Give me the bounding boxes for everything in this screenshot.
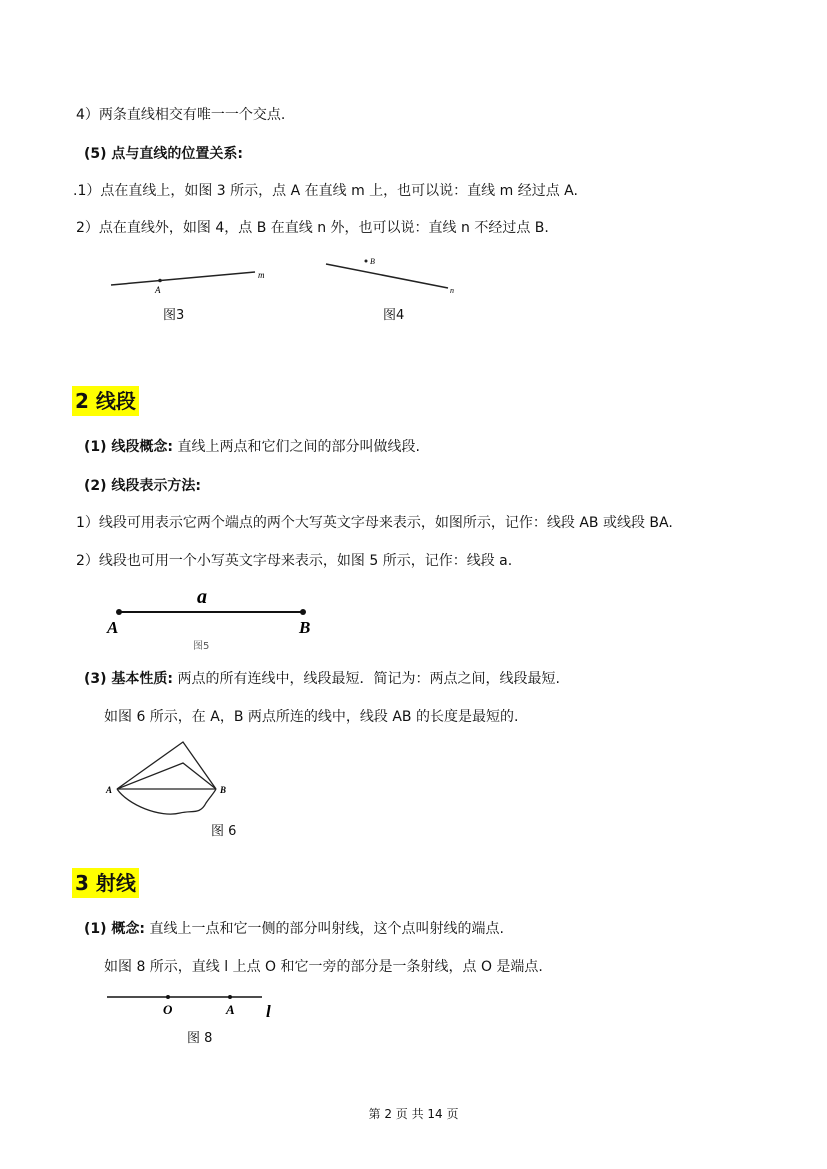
- figure-3-point-label: A: [155, 285, 161, 295]
- figure-3-line-label: m: [258, 270, 265, 280]
- point-a-marker: [158, 279, 162, 283]
- endpoint-label-a: A: [107, 618, 119, 637]
- segment-concept: [84, 438, 420, 456]
- subsection-5-title: (5) 点与直线的位置关系:: [84, 146, 244, 162]
- section-2-heading: 2 线段: [72, 386, 139, 416]
- figure-8-label-o: O: [163, 1002, 173, 1017]
- point-o-marker: [166, 995, 170, 999]
- segment-notation-lowercase: 2）线段也可用一个小写英文字母来表示，如图 5 所示，记作：线段 a.: [76, 553, 513, 569]
- ray-concept: [84, 920, 504, 938]
- figure-4-point-label: B: [370, 257, 375, 266]
- segment-property: [84, 670, 560, 688]
- figure-6-diagram: [100, 735, 240, 825]
- ray-example: 如图 8 所示，直线 l 上点 O 和它一旁的部分是一条射线，点 O 是端点.: [104, 959, 543, 975]
- segment-label-a: a: [197, 586, 207, 608]
- figure-8-caption: 图 8: [187, 1031, 213, 1046]
- ray-concept-title: (1) 概念:: [84, 921, 146, 937]
- paragraph-point-off-line: 2）点在直线外，如图 4，点 B 在直线 n 外，也可以说：直线 n 不经过点 B.: [76, 220, 549, 236]
- endpoint-label-b: B: [299, 618, 311, 637]
- figure-4-caption: 图4: [383, 308, 405, 323]
- ray-concept-text: 直线上一点和它一侧的部分叫射线，这个点叫射线的端点.: [149, 921, 504, 937]
- figure-8-label-l: l: [266, 1002, 271, 1021]
- point-a-marker: [228, 995, 232, 999]
- figure-8-diagram: [100, 986, 280, 1022]
- figure-3-caption: 图3: [163, 308, 185, 323]
- figure-4-line-label: n: [450, 286, 454, 295]
- figure-3-diagram: [105, 262, 280, 298]
- segment-concept-text: 直线上两点和它们之间的部分叫做线段.: [177, 439, 420, 455]
- figure-5-diagram: [100, 582, 325, 640]
- figure-6-caption: 图 6: [211, 824, 237, 839]
- figure-6-label-b: B: [220, 785, 227, 795]
- section-3-heading: 3 射线: [72, 868, 139, 898]
- page-footer: 第 2 页 共 14 页: [368, 1107, 459, 1121]
- figure-4-diagram: [320, 252, 465, 296]
- segment-concept-title: (1) 线段概念:: [84, 439, 174, 455]
- segment-property-title: (3) 基本性质:: [84, 671, 174, 687]
- item-4-text: 4）两条直线相交有唯一一个交点.: [76, 107, 286, 123]
- endpoint-a-marker: [116, 609, 122, 615]
- figure-8-label-a: A: [226, 1002, 235, 1017]
- segment-property-example: 如图 6 所示，在 A，B 两点所连的线中，线段 AB 的长度是最短的.: [104, 709, 519, 725]
- segment-property-text: 两点的所有连线中，线段最短．简记为：两点之间，线段最短.: [177, 671, 560, 687]
- endpoint-b-marker: [300, 609, 306, 615]
- figure-6-label-a: A: [106, 785, 113, 795]
- segment-notation-title: (2) 线段表示方法:: [84, 478, 202, 494]
- figure-5-caption: 图5: [193, 641, 210, 652]
- paragraph-point-on-line: .1）点在直线上，如图 3 所示，点 A 在直线 m 上，也可以说：直线 m 经过点 A.: [73, 183, 578, 199]
- segment-notation-uppercase: 1）线段可用表示它两个端点的两个大写英文字母来表示，如图所示，记作：线段 AB 或线段 BA.: [76, 515, 673, 531]
- point-b-marker: [365, 260, 368, 263]
